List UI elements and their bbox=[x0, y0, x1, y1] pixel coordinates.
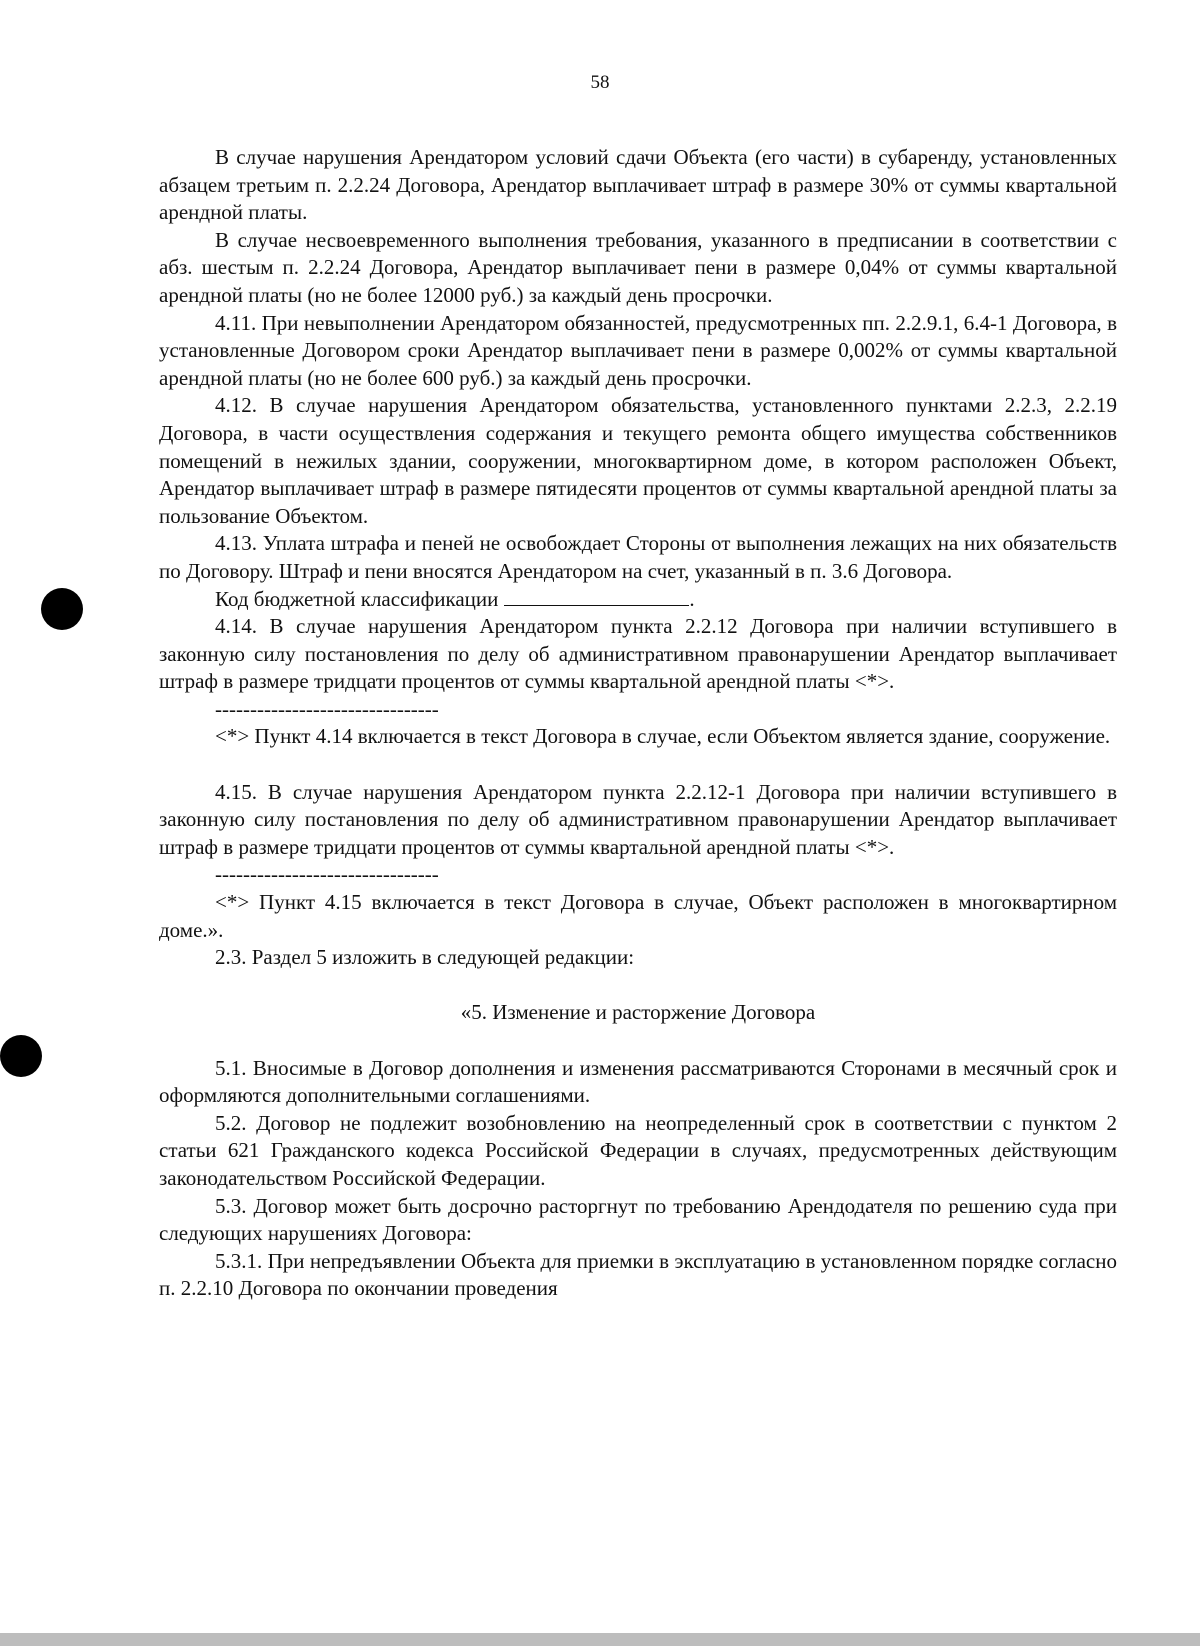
budget-code-blank bbox=[504, 587, 689, 606]
clause-5-3: 5.3. Договор может быть досрочно расторгнут по требованию Арендодателя по решению суда при следующих нарушениях Договора: bbox=[159, 1193, 1117, 1246]
clause-4-13: 4.13. Уплата штрафа и пеней не освобождает Стороны от выполнения лежащих на них обязательств по Договору. Штраф и пени вносятся Арендатором на счет, указанный в п. 3.6 Договора. bbox=[159, 531, 1117, 583]
footnote-4-14: <*> Пункт 4.14 включается в текст Договора в случае, если Объектом является здание, сооружение. bbox=[215, 724, 1111, 749]
paragraph-sublease-penalty: В случае нарушения Арендатором условий сдачи Объекта (его части) в субаренду, установленных абзацем третьим п. 2.2.24 Договора, Арендатор выплачивает штраф в размере 30% от суммы квартальной арендной платы. bbox=[159, 145, 1117, 225]
clause-5-3-1: 5.3.1. При непредъявлении Объекта для приемки в эксплуатацию в установленном порядке согласно п. 2.2.10 Договора по окончании проведения bbox=[159, 1248, 1117, 1301]
clause-5-2: 5.2. Договор не подлежит возобновлению на неопределенный срок в соответствии с пунктом 2 статьи 621 Гражданского кодекса Российской Федерации в случаях, предусмотренных действующим законодательством Российской Федерации. bbox=[159, 1110, 1117, 1190]
section-5-heading: «5. Изменение и расторжение Договора bbox=[460, 1000, 816, 1025]
clause-4-14: 4.14. В случае нарушения Арендатором пункта 2.2.12 Договора при наличии вступившего в законную силу постановления по делу об административном правонарушении Арендатор выплачивает штраф в размере тридцати процентов от суммы квартальной арендной платы <*>. bbox=[159, 614, 1117, 694]
paragraph-late-requirement: В случае несвоевременного выполнения требования, указанного в предписании в соответствии с абз. шестым п. 2.2.24 Договора, Арендатор выплачивает пени в размере 0,04% от суммы квартальной арендной платы (но не более 12000 руб.) за каждый день просрочки. bbox=[159, 227, 1117, 307]
spacer bbox=[159, 972, 1117, 1000]
spacer bbox=[159, 1027, 1117, 1055]
clause-2-3: 2.3. Раздел 5 изложить в следующей редакции: bbox=[215, 945, 635, 970]
document-body bbox=[159, 144, 1117, 1303]
clause-5-1: 5.1. Вносимые в Договор дополнения и изменения рассматриваются Сторонами в месячный срок и оформляются дополнительными соглашениями. bbox=[159, 1055, 1117, 1108]
budget-code-line bbox=[159, 586, 1117, 614]
budget-code-label: Код бюджетной классификации bbox=[215, 586, 499, 611]
page-number: 58 bbox=[590, 72, 610, 93]
scan-bottom-edge bbox=[0, 1633, 1200, 1646]
footnote-separator-1: -------------------------------- bbox=[215, 696, 439, 721]
footnote-separator-2: -------------------------------- bbox=[215, 862, 439, 887]
spacer bbox=[159, 751, 1117, 779]
punch-hole-lower bbox=[0, 1035, 42, 1077]
footnote-4-15: <*> Пункт 4.15 включается в текст Договора в случае, Объект расположен в многоквартирном доме.». bbox=[159, 890, 1117, 942]
budget-code-end: . bbox=[689, 586, 695, 611]
clause-4-15: 4.15. В случае нарушения Арендатором пункта 2.2.12-1 Договора при наличии вступившего в законную силу постановления по делу об административном правонарушении Арендатор выплачивает штраф в размере тридцати процентов от суммы квартальной арендной платы <*>. bbox=[159, 779, 1117, 859]
clause-4-11: 4.11. При невыполнении Арендатором обязанностей, предусмотренных пп. 2.2.9.1, 6.4-1 Договора, в установленные Договором сроки Арендатор выплачивает пени в размере 0,002% от суммы квартальной арендной платы (но не более 600 руб.) за каждый день просрочки. bbox=[159, 310, 1117, 390]
punch-hole-upper bbox=[41, 588, 83, 630]
clause-4-12: 4.12. В случае нарушения Арендатором обязательства, установленного пунктами 2.2.3, 2.2.19 Договора, в части осуществления содержания и текущего ремонта общего имущества собственников помещений в нежилых здании, сооружении, многоквартирном доме, в котором расположен Объект, Арендатор выплачивает штраф в размере пятидесяти процентов от суммы квартальной арендной платы за пользование Объектом. bbox=[159, 393, 1117, 528]
